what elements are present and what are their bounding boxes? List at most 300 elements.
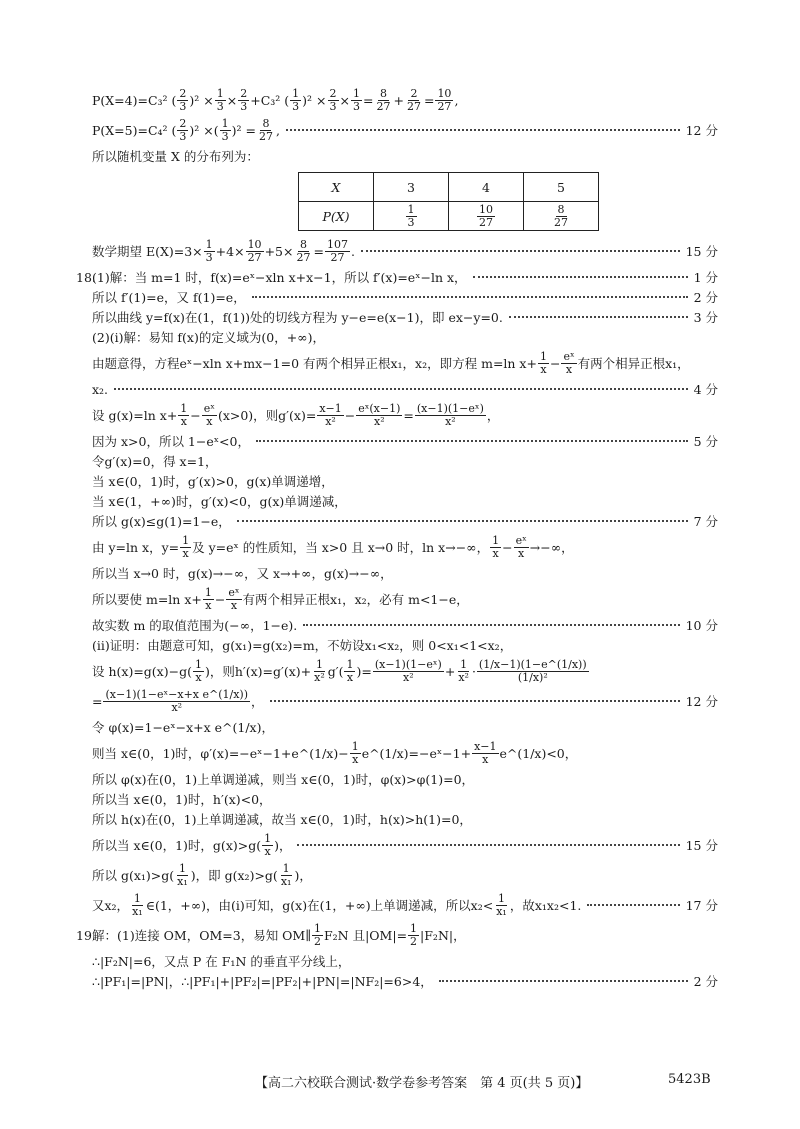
math-text: )= [356, 663, 372, 679]
line-content [88, 118, 280, 143]
numerator: 1 [282, 861, 290, 875]
math-text: 所以 g(x₁)>g( [92, 868, 175, 883]
numerator: 2 [240, 86, 248, 100]
denominator: x₁ [280, 874, 292, 888]
numerator: 1 [460, 657, 468, 671]
line-content [88, 288, 246, 306]
line-content [88, 659, 590, 684]
denominator: 2 [410, 934, 418, 948]
numerator: 1 [216, 86, 224, 100]
numerator: 107 [326, 237, 348, 251]
numerator: 1 [178, 861, 186, 875]
math-text: . [350, 243, 355, 259]
line-content [88, 88, 458, 113]
solution-line [88, 861, 718, 889]
line-content [88, 512, 231, 530]
denominator: 27 [258, 129, 273, 143]
math-text: − [190, 407, 201, 423]
denominator: 3 [179, 99, 187, 113]
denominator: 3 [292, 99, 300, 113]
denominator: 2 [314, 934, 321, 948]
fraction [312, 923, 323, 948]
numerator: 10 [247, 237, 262, 251]
math-text: 及 y=eˣ 的性质知，当 x>0 且 x→0 时，ln x→−∞， [192, 540, 490, 555]
denominator: x² [171, 700, 183, 714]
numerator: (x−1)(1−eˣ−x+x e^(1/x)) [105, 687, 249, 701]
fraction [561, 351, 576, 376]
table-row [299, 202, 599, 231]
solution-line [88, 831, 718, 859]
numerator: 8 [262, 116, 270, 130]
answer-page [76, 84, 718, 991]
solution-line [88, 687, 718, 715]
math-text: · [471, 663, 476, 679]
dot-leader [252, 296, 688, 298]
table-cell [374, 202, 449, 231]
numerator: 1 [194, 657, 202, 671]
math-text: )， [274, 838, 292, 853]
fraction [552, 204, 570, 229]
solutions-18-19 [76, 237, 718, 991]
numerator: 10 [437, 86, 452, 100]
math-text: 所以 h(x)在(0，1)上单调递减，故当 x∈(0，1)时，h(x)>h(1)=0， [92, 812, 472, 827]
line-content [88, 382, 108, 397]
math-text: 则当 x∈(0，1)时，φ′(x)=−eˣ−1+e^(1/x)− [92, 746, 349, 761]
fraction [226, 587, 241, 612]
math-text: 所以 g(x)≤g(1)=1−e， [92, 514, 231, 529]
math-text: − [549, 355, 561, 371]
math-text: 所以随机变量 X 的分布列为： [92, 149, 259, 164]
fraction [351, 88, 362, 113]
solution-line [88, 971, 718, 991]
line-content [88, 472, 334, 490]
score-label: 4 分 [693, 382, 718, 397]
line-content [88, 972, 433, 990]
numerator: 10 [479, 202, 493, 216]
score-label: 12 分 [685, 123, 718, 138]
denominator: 27 [554, 215, 568, 229]
numerator: 1 [346, 657, 354, 671]
table-cell [449, 202, 524, 231]
dot-leader [297, 844, 679, 846]
math-text: × [226, 92, 238, 108]
denominator: x [230, 598, 238, 612]
numerator: (x−1)(1−eˣ) [374, 657, 442, 671]
numerator: 8 [379, 86, 387, 100]
line-content [88, 770, 474, 788]
line-content [88, 452, 218, 470]
solution-line [88, 585, 718, 613]
solution-line [88, 327, 718, 347]
denominator: 27 [296, 250, 311, 264]
fraction [325, 239, 350, 264]
solution-line [88, 739, 718, 767]
numerator: 1 [407, 202, 415, 216]
fraction [328, 88, 339, 113]
math-text: = [403, 407, 414, 423]
math-text: +4× [215, 243, 245, 259]
denominator: x [492, 546, 499, 560]
score-label: 2 分 [693, 974, 718, 989]
fraction [177, 88, 188, 113]
solution-line [88, 401, 718, 429]
math-text: 数学期望 E(X)=3× [92, 244, 203, 259]
numerator: 1 [221, 116, 229, 130]
fraction [494, 893, 509, 918]
solution-line [88, 491, 718, 511]
solution-line [88, 789, 718, 809]
dot-leader [270, 700, 680, 702]
numerator: 1 [292, 86, 300, 100]
fraction [220, 118, 231, 143]
dot-leader [361, 250, 680, 252]
math-text: )² = [231, 122, 256, 138]
numerator: 1 [315, 657, 323, 671]
solution-line [88, 146, 718, 166]
table-cell: P(X) [299, 202, 374, 231]
solution-line [88, 615, 718, 635]
denominator: x [205, 598, 212, 612]
denominator: x [518, 546, 525, 560]
line-content [88, 616, 297, 634]
numerator: 1 [182, 533, 190, 547]
math-text: , [275, 122, 280, 138]
numerator: 2 [329, 86, 337, 100]
line-content [88, 790, 272, 808]
denominator: x [180, 414, 187, 428]
score-label: 7 分 [693, 514, 718, 529]
math-text: (x>0)，则g′(x)= [217, 408, 317, 423]
fraction [262, 833, 273, 858]
line-content [88, 351, 690, 376]
math-text: +C₃² ( [250, 92, 290, 108]
line-content [88, 147, 259, 165]
dot-leader [286, 129, 680, 131]
fraction [490, 535, 501, 560]
math-text: x₂. [92, 381, 109, 397]
solution-line [88, 431, 718, 451]
numerator: 8 [557, 202, 565, 216]
denominator: 27 [479, 215, 493, 229]
solution-line [88, 533, 718, 561]
math-text: × [339, 92, 350, 108]
dot-leader [237, 520, 688, 522]
math-text: + [444, 663, 456, 679]
solution-line [88, 379, 718, 399]
numerator: eˣ [515, 533, 527, 547]
math-text: )² × [189, 92, 214, 108]
score-label: 2 分 [693, 290, 718, 305]
math-text: 令g′(x)=0，得 x=1， [92, 454, 218, 469]
line-content [88, 328, 325, 346]
solution-line [76, 921, 718, 949]
solution-line [88, 349, 718, 377]
line-content [88, 689, 264, 714]
fraction [290, 88, 301, 113]
math-text: 当 x∈(1，+∞)时，g′(x)<0，g(x)单调递减， [92, 494, 347, 509]
footer-code: 5423B [668, 1072, 711, 1087]
denominator: (1/x)² [517, 670, 548, 684]
line-content [88, 923, 466, 948]
solution-line [88, 563, 718, 583]
denominator: x [565, 362, 573, 376]
math-text: = [313, 243, 324, 259]
table-cell: 4 [449, 173, 524, 202]
math-text: )² ×( [189, 122, 219, 138]
math-text: F₂N 且|OM|= [324, 928, 408, 943]
math-text: − [502, 539, 513, 555]
numerator: 1 [180, 401, 188, 415]
math-text: 因为 x>0，所以 1−eˣ<0， [92, 434, 250, 449]
fraction [317, 403, 343, 428]
fraction [538, 351, 549, 376]
denominator: x² [325, 414, 336, 428]
fraction [193, 659, 204, 684]
denominator: 27 [437, 99, 452, 113]
dot-leader [587, 904, 679, 906]
solution-line [88, 307, 718, 327]
math-text: )，即 g(x₂)>g( [190, 868, 278, 883]
solution-line [88, 657, 718, 685]
score-label: 17 分 [685, 898, 718, 913]
math-text: 由题意得，方程eˣ−xln x+mx−1=0 有两个相异正根x₁，x₂，即方程 m=ln x+ [92, 356, 537, 371]
solution-line [88, 451, 718, 471]
line-content [88, 863, 312, 888]
solution-line [88, 237, 718, 265]
numerator: 1 [492, 533, 500, 547]
numerator: 2 [179, 86, 187, 100]
numerator: x−1 [319, 401, 342, 415]
math-text: 设 g(x)=ln x+ [92, 408, 178, 423]
math-text: 所以 f′(1)=e，又 f(1)=e， [92, 290, 246, 305]
fraction [350, 741, 361, 766]
math-text: (2)(ⅰ)解：易知 f(x)的定义域为(0，+∞)， [92, 330, 325, 345]
line-content [88, 432, 250, 450]
denominator: x [540, 362, 547, 376]
footer-title: 【高二六校联合测试·数学卷参考答案 第 4 页(共 5 页)】 [255, 1076, 589, 1091]
math-text: 解：(1)连接 OM，OM=3，易知 OM∥ [92, 928, 311, 943]
denominator: x₁ [496, 904, 507, 918]
denominator: x² [458, 670, 469, 684]
math-text: 当 x∈(0，1)时，g′(x)>0，g(x)单调递增， [92, 474, 334, 489]
line-content [88, 403, 499, 428]
fraction [130, 893, 145, 918]
math-text: 所以曲线 y=f(x)在(1，f(1))处的切线方程为 y−e=e(x−1)，即 ex−y=0. [92, 310, 503, 325]
question-number: 18. [76, 269, 96, 285]
math-text: P(X=5)=C₄² ( [92, 122, 177, 138]
solution-17-continued [88, 86, 718, 166]
denominator: x [195, 670, 202, 684]
math-text: )，则h′(x)=g′(x)+ [204, 664, 312, 679]
denominator: x [352, 752, 359, 766]
numerator: 8 [299, 237, 307, 251]
line-content [88, 492, 347, 510]
numerator: 2 [410, 86, 418, 100]
math-text: 故实数 m 的取值范围为(−∞，1−e). [92, 618, 298, 633]
denominator: x² [374, 414, 385, 428]
fraction [477, 204, 495, 229]
line-content [88, 741, 577, 766]
score-label: 12 分 [685, 694, 718, 709]
numerator: 1 [352, 86, 360, 100]
math-text: ， [486, 408, 500, 423]
fraction [175, 863, 190, 888]
math-text: 有两个相异正根x₁， [577, 356, 690, 371]
denominator: x [206, 414, 213, 428]
math-text: 所以 φ(x)在(0，1)上单调递减，则当 x∈(0，1)时，φ(x)>φ(1)=0， [92, 772, 475, 787]
numerator: 1 [351, 739, 359, 753]
fraction [204, 239, 215, 264]
math-text: (ⅱ)证明：由题意可知，g(x₁)=g(x₂)=m，不妨设x₁<x₂，则 0<x₁<1<x₂， [92, 638, 513, 653]
fraction [405, 88, 423, 113]
math-text: = [92, 693, 103, 709]
numerator: x−1 [474, 739, 497, 753]
math-text: +5× [264, 243, 294, 259]
denominator: 3 [240, 99, 248, 113]
dot-leader [303, 624, 679, 626]
math-text: ∴|PF₁|=|PN|，∴|PF₁|+|PF₂|=|PF₂|+|PN|=|NF₂|=6>4， [92, 974, 433, 989]
math-text: →−∞， [529, 540, 574, 555]
fraction [257, 118, 275, 143]
score-label: 3 分 [693, 310, 718, 325]
math-text: 设 h(x)=g(x)−g( [92, 664, 192, 679]
numerator: eˣ [228, 585, 240, 599]
math-text: ∴|F₂N|=6，又点 P 在 F₁N 的垂直平分线上， [92, 954, 351, 969]
solution-line [88, 86, 718, 114]
denominator: x [264, 844, 271, 858]
fraction [215, 88, 226, 113]
denominator: x² [314, 670, 325, 684]
math-text: 所以当 x∈(0，1)时，h′(x)<0， [92, 792, 272, 807]
fraction [180, 535, 191, 560]
denominator: 27 [406, 99, 421, 113]
score-label: 15 分 [685, 244, 718, 259]
math-text: 令 φ(x)=1−eˣ−x+x e^(1/x)， [92, 720, 274, 735]
fraction [408, 923, 419, 948]
fraction [103, 689, 250, 714]
numerator: (x−1)(1−eˣ) [416, 401, 484, 415]
denominator: 27 [376, 99, 391, 113]
numerator: 1 [264, 831, 272, 845]
numerator: eˣ [563, 349, 575, 363]
denominator: 3 [205, 250, 213, 264]
distribution-table [298, 172, 599, 231]
denominator: x [182, 546, 189, 560]
score-label: 10 分 [685, 618, 718, 633]
denominator: x₁ [177, 874, 188, 888]
math-text: e^(1/x)<0， [499, 746, 578, 761]
fraction [279, 863, 294, 888]
math-text: 有两个相异正根x₁，x₂，必有 m<1−e， [242, 592, 469, 607]
score-label: 5 分 [693, 434, 718, 449]
fraction [203, 587, 214, 612]
solution-line [88, 951, 718, 971]
denominator: 3 [179, 129, 187, 143]
math-text: 所以当 x→0 时，g(x)→−∞，又 x→+∞，g(x)→−∞， [92, 566, 393, 581]
math-text: ，故x₁x₂<1. [509, 898, 582, 913]
numerator: 1 [498, 891, 506, 905]
dot-leader [509, 316, 688, 318]
fraction [373, 659, 444, 684]
math-text: − [344, 407, 356, 423]
solution-line [88, 471, 718, 491]
solution-line [88, 116, 718, 144]
dot-leader [473, 276, 688, 278]
fraction [514, 535, 529, 560]
numerator: eˣ(x−1) [358, 401, 401, 415]
numerator: 1 [314, 921, 321, 935]
denominator: x [346, 670, 354, 684]
solution-line [88, 717, 718, 737]
math-text: = [423, 92, 435, 108]
score-label: 15 分 [685, 838, 718, 853]
fraction [415, 403, 486, 428]
denominator: 3 [221, 129, 229, 143]
fraction [456, 659, 471, 684]
math-text: )² × [302, 92, 327, 108]
math-text: g′( [327, 663, 344, 679]
math-text: + [393, 92, 404, 108]
solution-line [88, 809, 718, 829]
line-content [88, 308, 503, 326]
table-cell: 3 [374, 173, 449, 202]
line-content [88, 535, 574, 560]
line-content [88, 833, 291, 858]
question-number: 19. [76, 927, 96, 943]
fraction [356, 403, 402, 428]
dot-leader [256, 440, 688, 442]
dot-leader [439, 980, 688, 982]
math-text: ∈(1，+∞)，由(ⅰ)可知，g(x)在(1，+∞)上单调递减，所以x₂< [145, 898, 494, 913]
line-content [88, 636, 512, 654]
solution-line [88, 891, 718, 919]
numerator: 1 [133, 891, 141, 905]
line-content [88, 810, 472, 828]
denominator: x₁ [132, 904, 143, 918]
line-content [88, 587, 469, 612]
fraction [374, 88, 392, 113]
line-content [88, 239, 355, 264]
fraction [178, 403, 189, 428]
numerator: eˣ [203, 401, 215, 415]
fraction [477, 659, 589, 684]
numerator: 1 [205, 237, 213, 251]
math-text: e^(1/x)=−eˣ−1+ [361, 745, 472, 761]
math-text: = [362, 92, 374, 108]
score-label: 1 分 [693, 270, 718, 285]
line-content [88, 718, 274, 736]
line-content [88, 268, 467, 286]
denominator: x² [403, 670, 414, 684]
math-text: (1)解：当 m=1 时，f(x)=eˣ−xln x+x−1，所以 f′(x)=eˣ−ln x， [92, 270, 467, 285]
dot-leader [114, 388, 688, 390]
table-cell: 5 [524, 173, 599, 202]
denominator: x² [445, 414, 456, 428]
fraction [312, 659, 327, 684]
table-header-row [299, 173, 599, 202]
math-text: 由 y=ln x，y= [92, 540, 180, 555]
line-content [88, 952, 350, 970]
solution-line [76, 267, 718, 287]
math-text: 所以当 x∈(0，1)时，g(x)>g( [92, 838, 262, 853]
numerator: 1 [539, 349, 547, 363]
fraction [202, 403, 217, 428]
denominator: 3 [329, 99, 337, 113]
fraction [246, 239, 264, 264]
fraction [406, 204, 417, 229]
math-text: ， [251, 694, 264, 709]
denominator: 3 [216, 99, 224, 113]
